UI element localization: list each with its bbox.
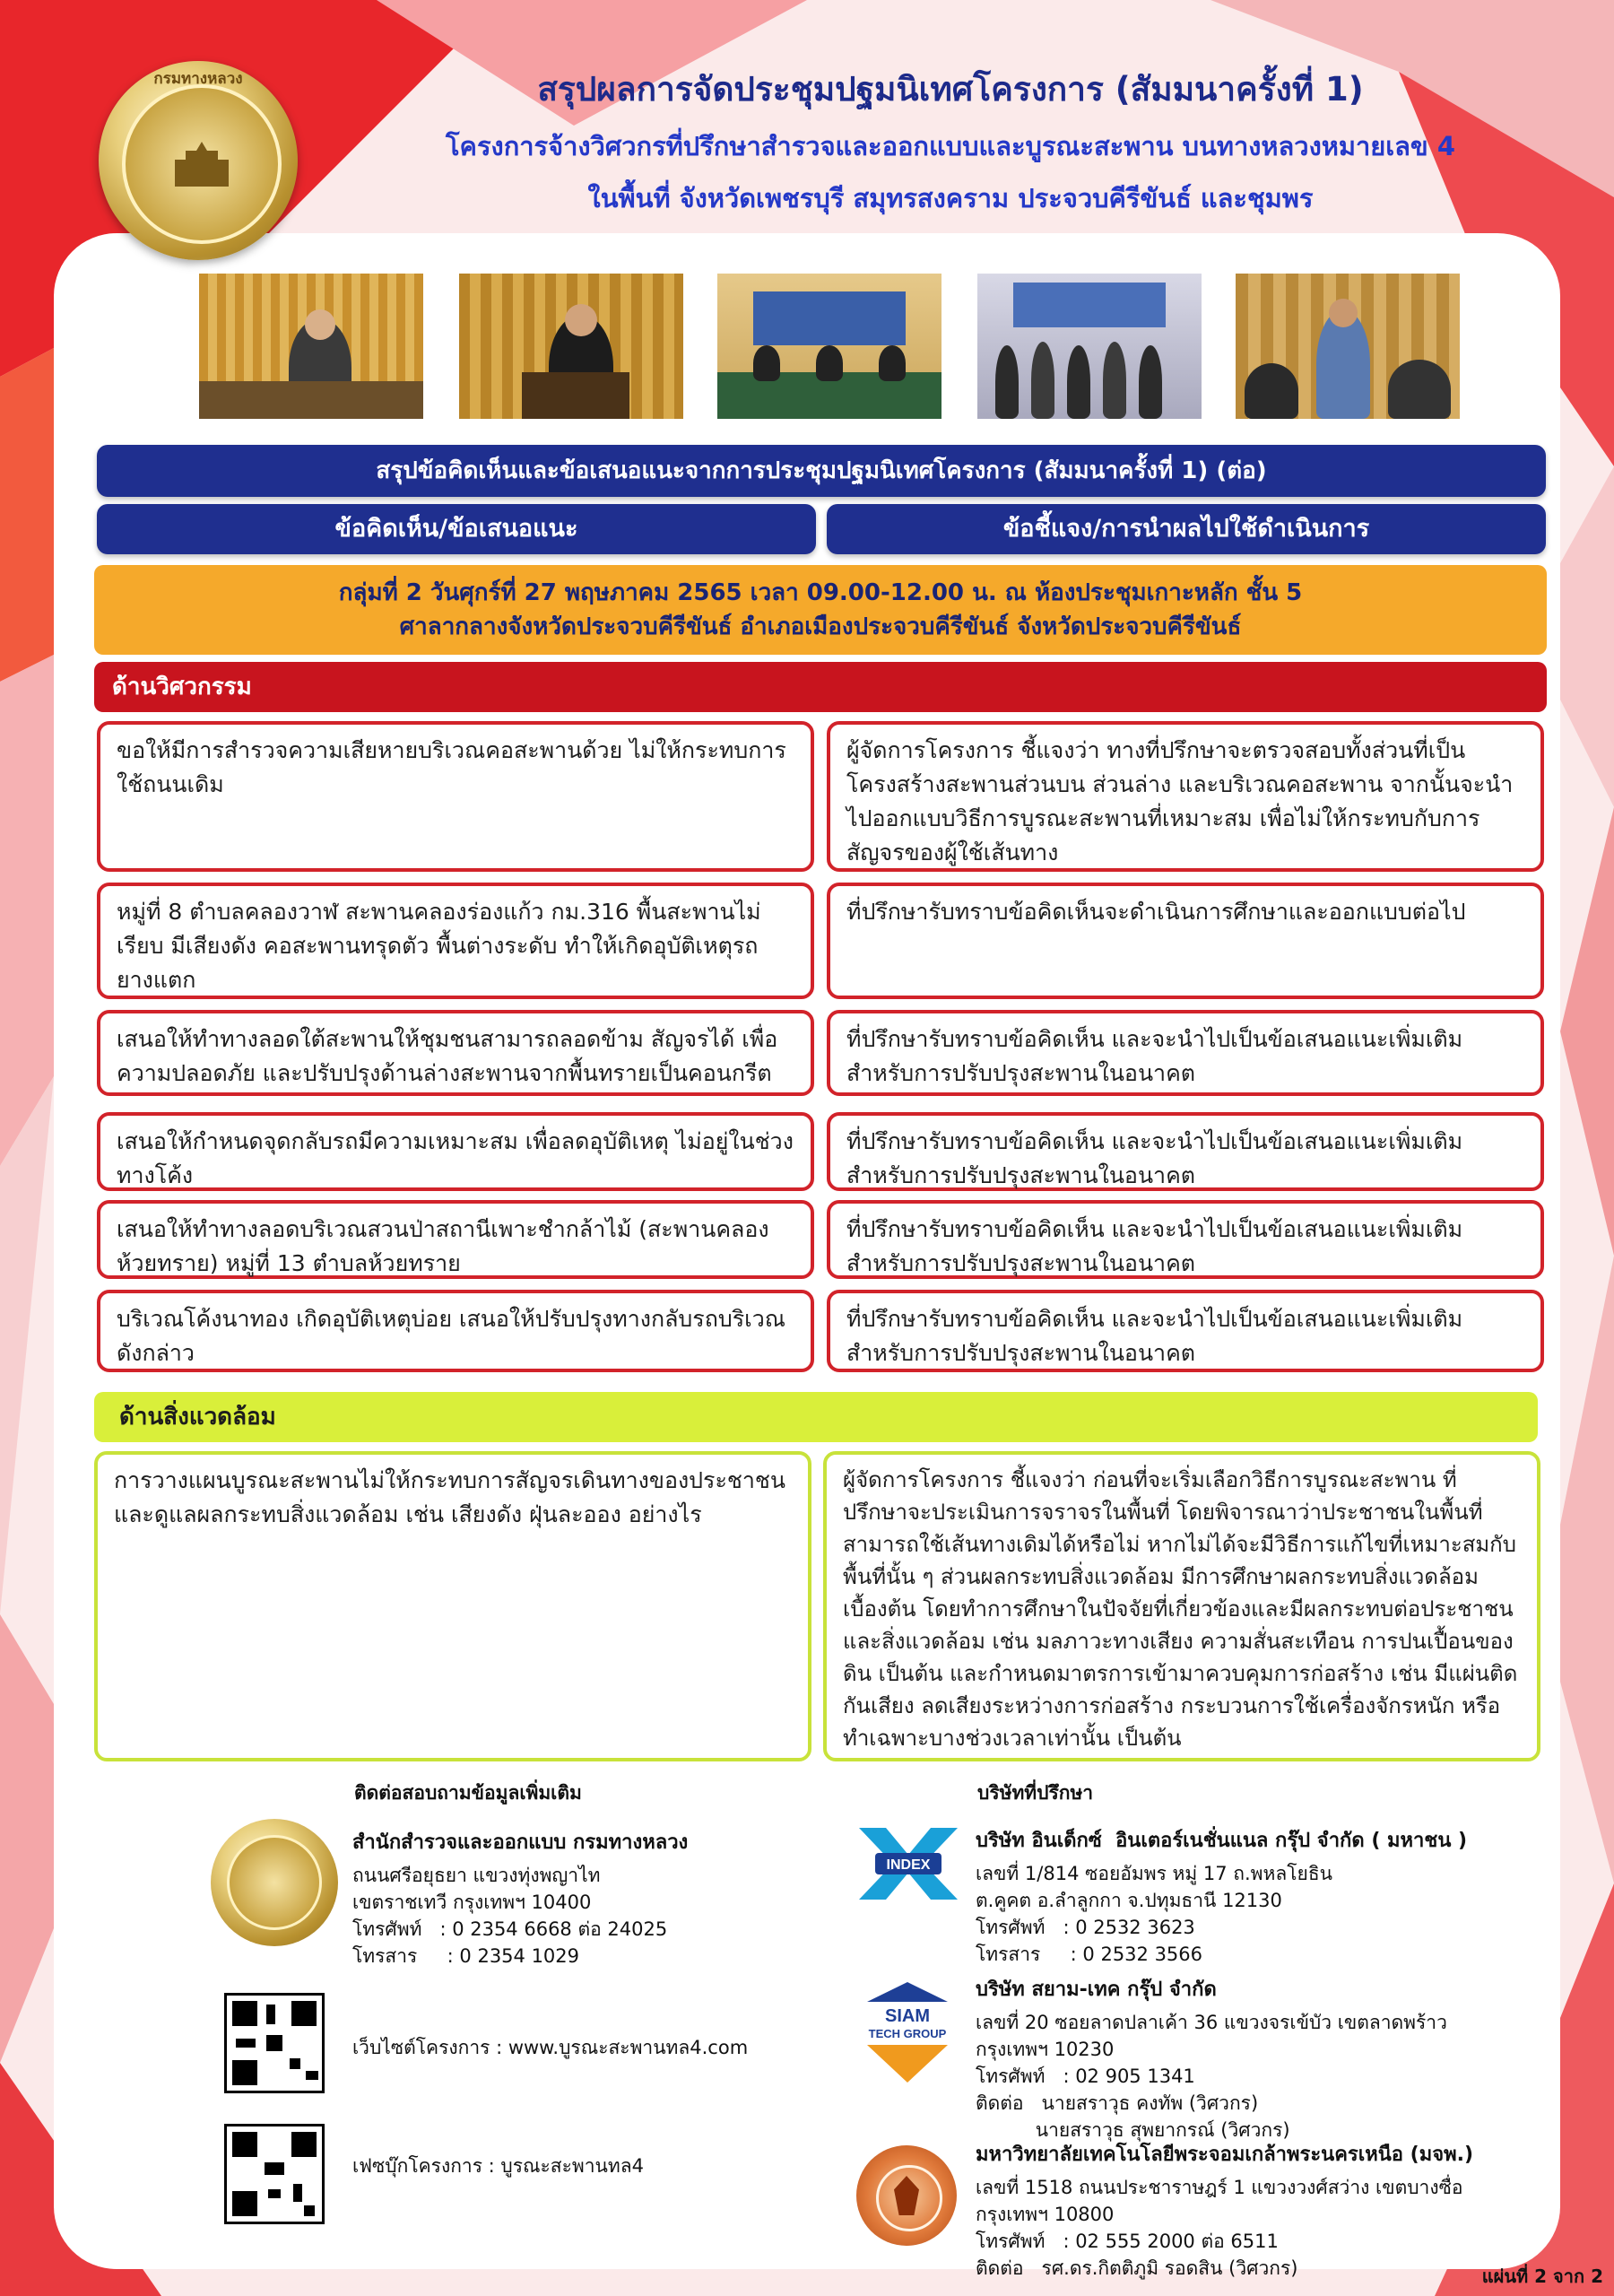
engineering-comment-3: เสนอให้ทำทางลอดใต้สะพานให้ชุมชนสามารถลอดข้าม สัญจรได้ เพื่อความปลอดภัย และปรับปรุงด้านล่างสะพานจากพื้นทรายเป็นคอนกรีต: [97, 1010, 814, 1096]
seal-text: กรมทางหลวง: [153, 70, 243, 88]
meeting-group-line1: กลุ่มที่ 2 วันศุกร์ที่ 27 พฤษภาคม 2565 เวลา 09.00-12.00 น. ณ ห้องประชุมเกาะหลัก ชั้น 5: [338, 579, 1303, 606]
engineering-response-3: ที่ปรึกษารับทราบข้อคิดเห็น และจะนำไปเป็นข้อเสนอแนะเพิ่มเติม สำหรับการปรับปรุงสะพานในอนาคต: [827, 1010, 1544, 1096]
index-logo-text: INDEX: [886, 1857, 931, 1873]
website-qr-code[interactable]: [224, 1993, 325, 2093]
meeting-photo-3: [717, 274, 941, 419]
contact-fax: โทรสาร : 0 2354 1029: [352, 1945, 580, 1967]
siam-logo-subtext: TECH GROUP: [868, 2027, 947, 2040]
contact-org-name: สำนักสำรวจและออกแบบ กรมทางหลวง: [352, 1831, 689, 1854]
engineering-response-2: ที่ปรึกษารับทราบข้อคิดเห็นจะดำเนินการศึกษาและออกแบบต่อไป: [827, 883, 1544, 999]
siam-company-name: บริษัท สยาม-เทค กรุ๊ป จำกัด: [976, 1979, 1217, 2001]
engineering-response-5: ที่ปรึกษารับทราบข้อคิดเห็น และจะนำไปเป็นข้อเสนอแนะเพิ่มเติม สำหรับการปรับปรุงสะพานในอนาคต: [827, 1200, 1544, 1279]
contact-heading: ติดต่อสอบถามข้อมูลเพิ่มเติม: [354, 1782, 582, 1804]
index-address1: เลขที่ 1/814 ซอยอัมพร หมู่ 17 ถ.พหลโยธิน: [976, 1863, 1332, 1884]
contact-address2: เขตราชเทวี กรุงเทพฯ 10400: [352, 1892, 592, 1913]
contact-phone: โทรศัพท์ : 0 2354 6668 ต่อ 24025: [352, 1918, 668, 1940]
column-header-comments: ข้อคิดเห็น/ข้อเสนอแนะ: [97, 504, 816, 554]
engineering-response-6: ที่ปรึกษารับทราบข้อคิดเห็น และจะนำไปเป็นข้อเสนอแนะเพิ่มเติม สำหรับการปรับปรุงสะพานในอนาคต: [827, 1290, 1544, 1372]
engineering-comment-6: บริเวณโค้งนาทอง เกิดอุบัติเหตุบ่อย เสนอให้ปรับปรุงทางกลับรถบริเวณดังกล่าว: [97, 1290, 814, 1372]
index-fax: โทรสาร : 0 2532 3566: [976, 1944, 1203, 1965]
siam-phone: โทรศัพท์ : 02 905 1341: [976, 2066, 1195, 2087]
meeting-group-info: [94, 565, 1547, 655]
environment-response: ผู้จัดการโครงการ ชี้แจงว่า ก่อนที่จะเริ่มเลือกวิธีการบูรณะสะพาน ที่ปรึกษาจะประเมินการจราจรในพื้นที่ โดยพิจารณาว่าประชาชนในพื้นที่สามารถใช้เส้นทางเดิมได้หรือไม่ หากไม่ได้จะมีวิธีการแก้ไขที่เหมาะสมกับพื้นที่นั้น ๆ ส่วนผลกระทบสิ่งแวดล้อม มีการศึกษาผลกระทบสิ่งแวดล้อมเบื้องต้น โดยทำการศึกษาในปัจจัยที่เกี่ยวข้องและมีผลกระทบต่อประชาชนและสิ่งแวดล้อม เช่น มลภาวะทางเสียง ความสั่นสะเทือน การปนเปื้อนของดิน เป็นต้น และกำหนดมาตรการเข้ามาควบคุมการก่อสร้าง เช่น มีแผ่นติดกันเสียง ลดเสียงระหว่างการก่อสร้าง กระบวนการใช้เครื่องจักรหนัก หรือทำเฉพาะบางช่วงเวลาเท่านั้น เป็นต้น: [823, 1451, 1540, 1761]
project-subtitle-line1: โครงการจ้างวิศวกรที่ปรึกษาสำรวจและออกแบบและบูรณะสะพาน บนทางหลวงหมายเลข 4: [445, 131, 1456, 161]
siam-address2: กรุงเทพฯ 10230: [976, 2039, 1115, 2060]
meeting-photo-2: [459, 274, 683, 419]
project-facebook-link[interactable]: เฟซบุ๊กโครงการ : บูรณะสะพานทล4: [352, 2155, 644, 2177]
department-of-highways-small-seal: [211, 1819, 338, 1946]
meeting-photo-5: [1236, 274, 1460, 419]
kmutnb-address2: กรุงเทพฯ 10800: [976, 2204, 1115, 2225]
environment-comment: การวางแผนบูรณะสะพานไม่ให้กระทบการสัญจรเดินทางของประชาชนและดูแลผลกระทบสิ่งแวดล้อม เช่น เสียงดัง ฝุ่นละออง อย่างไร: [94, 1451, 811, 1761]
engineering-comment-2: หมู่ที่ 8 ตำบลคลองวาฬ สะพานคลองร่องแก้ว กม.316 พื้นสะพานไม่เรียบ มีเสียงดัง คอสะพานทรุดตัว พื้นต่างระดับ ทำให้เกิดอุบัติเหตุรถยางแตก: [97, 883, 814, 999]
page-number: แผ่นที่ 2 จาก 2: [1481, 2266, 1603, 2287]
consultants-heading: บริษัทที่ปรึกษา: [977, 1782, 1094, 1804]
section-environment-title: ด้านสิ่งแวดล้อม: [94, 1392, 1538, 1442]
page-title: สรุปผลการจัดประชุมปฐมนิเทศโครงการ (สัมมนาครั้งที่ 1): [537, 70, 1364, 109]
section-engineering-title: ด้านวิศวกรรม: [94, 662, 1547, 712]
summary-banner: สรุปข้อคิดเห็นและข้อเสนอแนะจากการประชุมปฐมนิเทศโครงการ (สัมมนาครั้งที่ 1) (ต่อ): [97, 445, 1546, 497]
siam-address1: เลขที่ 20 ซอยลาดปลาเค้า 36 แขวงจรเข้บัว เขตลาดพร้าว: [976, 2012, 1447, 2033]
meeting-photo-4: [977, 274, 1202, 419]
engineering-response-4: ที่ปรึกษารับทราบข้อคิดเห็น และจะนำไปเป็นข้อเสนอแนะเพิ่มเติมสำหรับการปรับปรุงสะพานในอนาคต: [827, 1112, 1544, 1191]
kmutnb-logo: [856, 2145, 957, 2246]
siam-logo-text: SIAM: [885, 2006, 930, 2026]
index-company-name: บริษัท อินเด็กซ์ อินเตอร์เนชั่นแนล กรุ๊ป จำกัด ( มหาชน ): [976, 1830, 1468, 1852]
engineering-comment-5: เสนอให้ทำทางลอดบริเวณสวนป่าสถานีเพาะชำกล้าไม้ (สะพานคลองห้วยทราย) หมู่ที่ 13 ตำบลห้วยทราย: [97, 1200, 814, 1279]
column-header-responses: ข้อชี้แจง/การนำผลไปใช้ดำเนินการ: [827, 504, 1546, 554]
department-of-highways-seal: [99, 61, 298, 260]
siam-tech-group-logo: [863, 1982, 952, 2083]
siam-contact1: ติดต่อ นายสราวุธ คงทัพ (วิศวกร): [976, 2092, 1259, 2114]
project-website-link[interactable]: เว็บไซต์โครงการ : www.บูรณะสะพานทล4.com: [352, 2037, 749, 2058]
meeting-group-line2: ศาลากลางจังหวัดประจวบคีรีขันธ์ อำเภอเมืองประจวบคีรีขันธ์ จังหวัดประจวบคีรีขันธ์: [399, 613, 1242, 640]
engineering-response-1: ผู้จัดการโครงการ ชี้แจงว่า ทางที่ปรึกษาจะตรวจสอบทั้งส่วนที่เป็นโครงสร้างสะพานส่วนบน ส่วนล่าง และบริเวณคอสะพาน จากนั้นจะนำไปออกแบบวิธีการบูรณะสะพานที่เหมาะสม เพื่อไม่ให้กระทบกับการสัญจรของผู้ใช้เส้นทาง: [827, 721, 1544, 872]
kmutnb-phone: โทรศัพท์ : 02 555 2000 ต่อ 6511: [976, 2231, 1279, 2252]
index-phone: โทรศัพท์ : 0 2532 3623: [976, 1917, 1195, 1938]
engineering-comment-4: เสนอให้กำหนดจุดกลับรถมีความเหมาะสม เพื่อลดอุบัติเหตุ ไม่อยู่ในช่วงทางโค้ง: [97, 1112, 814, 1191]
index-address2: ต.คูคต อ.ลำลูกกา จ.ปทุมธานี 12130: [976, 1890, 1282, 1911]
siam-contact2: นายสราวุธ สุพยากรณ์ (วิศวกร): [976, 2119, 1290, 2141]
kmutnb-contact: ติดต่อ รศ.ดร.กิตติภูมิ รอดสิน (วิศวกร): [976, 2257, 1298, 2279]
engineering-comment-1: ขอให้มีการสำรวจความเสียหายบริเวณคอสะพานด้วย ไม่ให้กระทบการใช้ถนนเดิม: [97, 721, 814, 872]
kmutnb-address1: เลขที่ 1518 ถนนประชาราษฎร์ 1 แขวงวงศ์สว่าง เขตบางซื่อ: [976, 2177, 1463, 2198]
facebook-qr-code[interactable]: [224, 2124, 325, 2224]
index-international-logo: [859, 1828, 958, 1900]
meeting-photo-1: [199, 274, 423, 419]
project-subtitle-line2: ในพื้นที่ จังหวัดเพชรบุรี สมุทรสงคราม ประจวบคีรีขันธ์ และชุมพร: [587, 183, 1314, 213]
contact-address1: ถนนศรีอยุธยา แขวงทุ่งพญาไท: [352, 1865, 601, 1886]
kmutnb-name: มหาวิทยาลัยเทคโนโลยีพระจอมเกล้าพระนครเหนือ (มจพ.): [976, 2144, 1474, 2166]
